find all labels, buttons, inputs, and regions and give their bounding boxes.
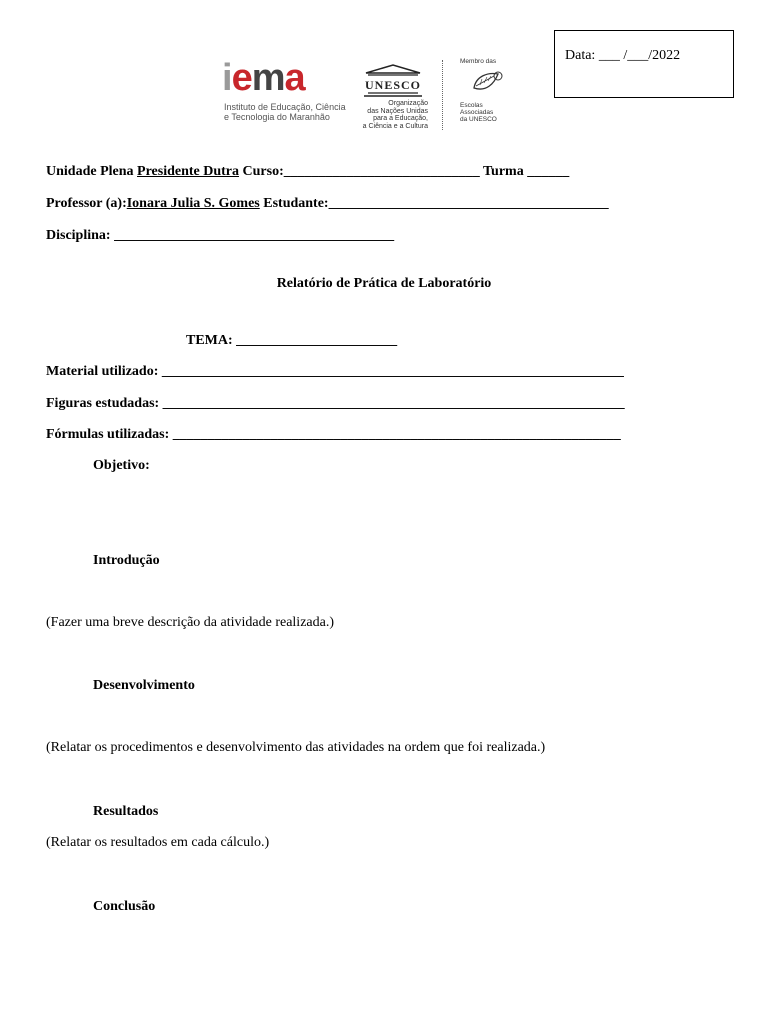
resultados-description: (Relatar os resultados em cada cálculo.)	[46, 835, 270, 850]
unesco-subtitle: Organização das Nações Unidas para a Educação, a Ciência e a Cultura	[362, 100, 428, 130]
header-logos	[222, 56, 522, 136]
unesco-temple-icon	[362, 64, 424, 98]
logo-divider	[442, 60, 443, 130]
introducao-heading: Introdução	[93, 553, 160, 568]
formulas-field: Fórmulas utilizadas: ________________________________________________________________	[46, 427, 621, 442]
document-title: Relatório de Prática de Laboratório	[276, 276, 492, 291]
header-line-professor: Professor (a):Ionara Julia S. Gomes Estudante:________________________________________	[46, 196, 609, 211]
conclusao-heading: Conclusão	[93, 899, 156, 914]
desenvolvimento-heading: Desenvolvimento	[93, 678, 195, 693]
tema-field: TEMA: _______________________	[186, 333, 398, 348]
unesco-wordmark: UNESCO	[364, 78, 422, 92]
aspnet-leaf-icon	[468, 66, 508, 100]
resultados-heading: Resultados	[93, 804, 159, 819]
date-text: Data: ___ /___/2022	[565, 48, 681, 63]
professor-value: Ionara Julia S. Gomes	[126, 196, 260, 211]
aspnet-top-text: Membro das	[460, 58, 497, 65]
unidade-value: Presidente Dutra	[137, 164, 240, 179]
material-field: Material utilizado: __________________________________________________________________	[46, 364, 624, 379]
header-line-unidade: Unidade Plena Presidente Dutra Curso:____________________________ Turma ______	[46, 164, 570, 179]
figuras-field: Figuras estudadas: __________________________________________________________________	[46, 396, 625, 411]
header-line-disciplina: Disciplina: ________________________________________	[46, 228, 395, 243]
introducao-description: (Fazer uma breve descrição da atividade realizada.)	[46, 615, 334, 630]
iema-subtitle: Instituto de Educação, Ciência e Tecnologia do Maranhão	[224, 102, 346, 122]
date-box	[554, 30, 734, 98]
iema-logo: iema	[222, 57, 305, 99]
objetivo-heading: Objetivo:	[93, 458, 150, 473]
desenvolvimento-description: (Relatar os procedimentos e desenvolvimento das atividades na ordem que foi realizada.)	[46, 740, 546, 755]
aspnet-subtitle: Escolas Associadas da UNESCO	[460, 102, 497, 123]
